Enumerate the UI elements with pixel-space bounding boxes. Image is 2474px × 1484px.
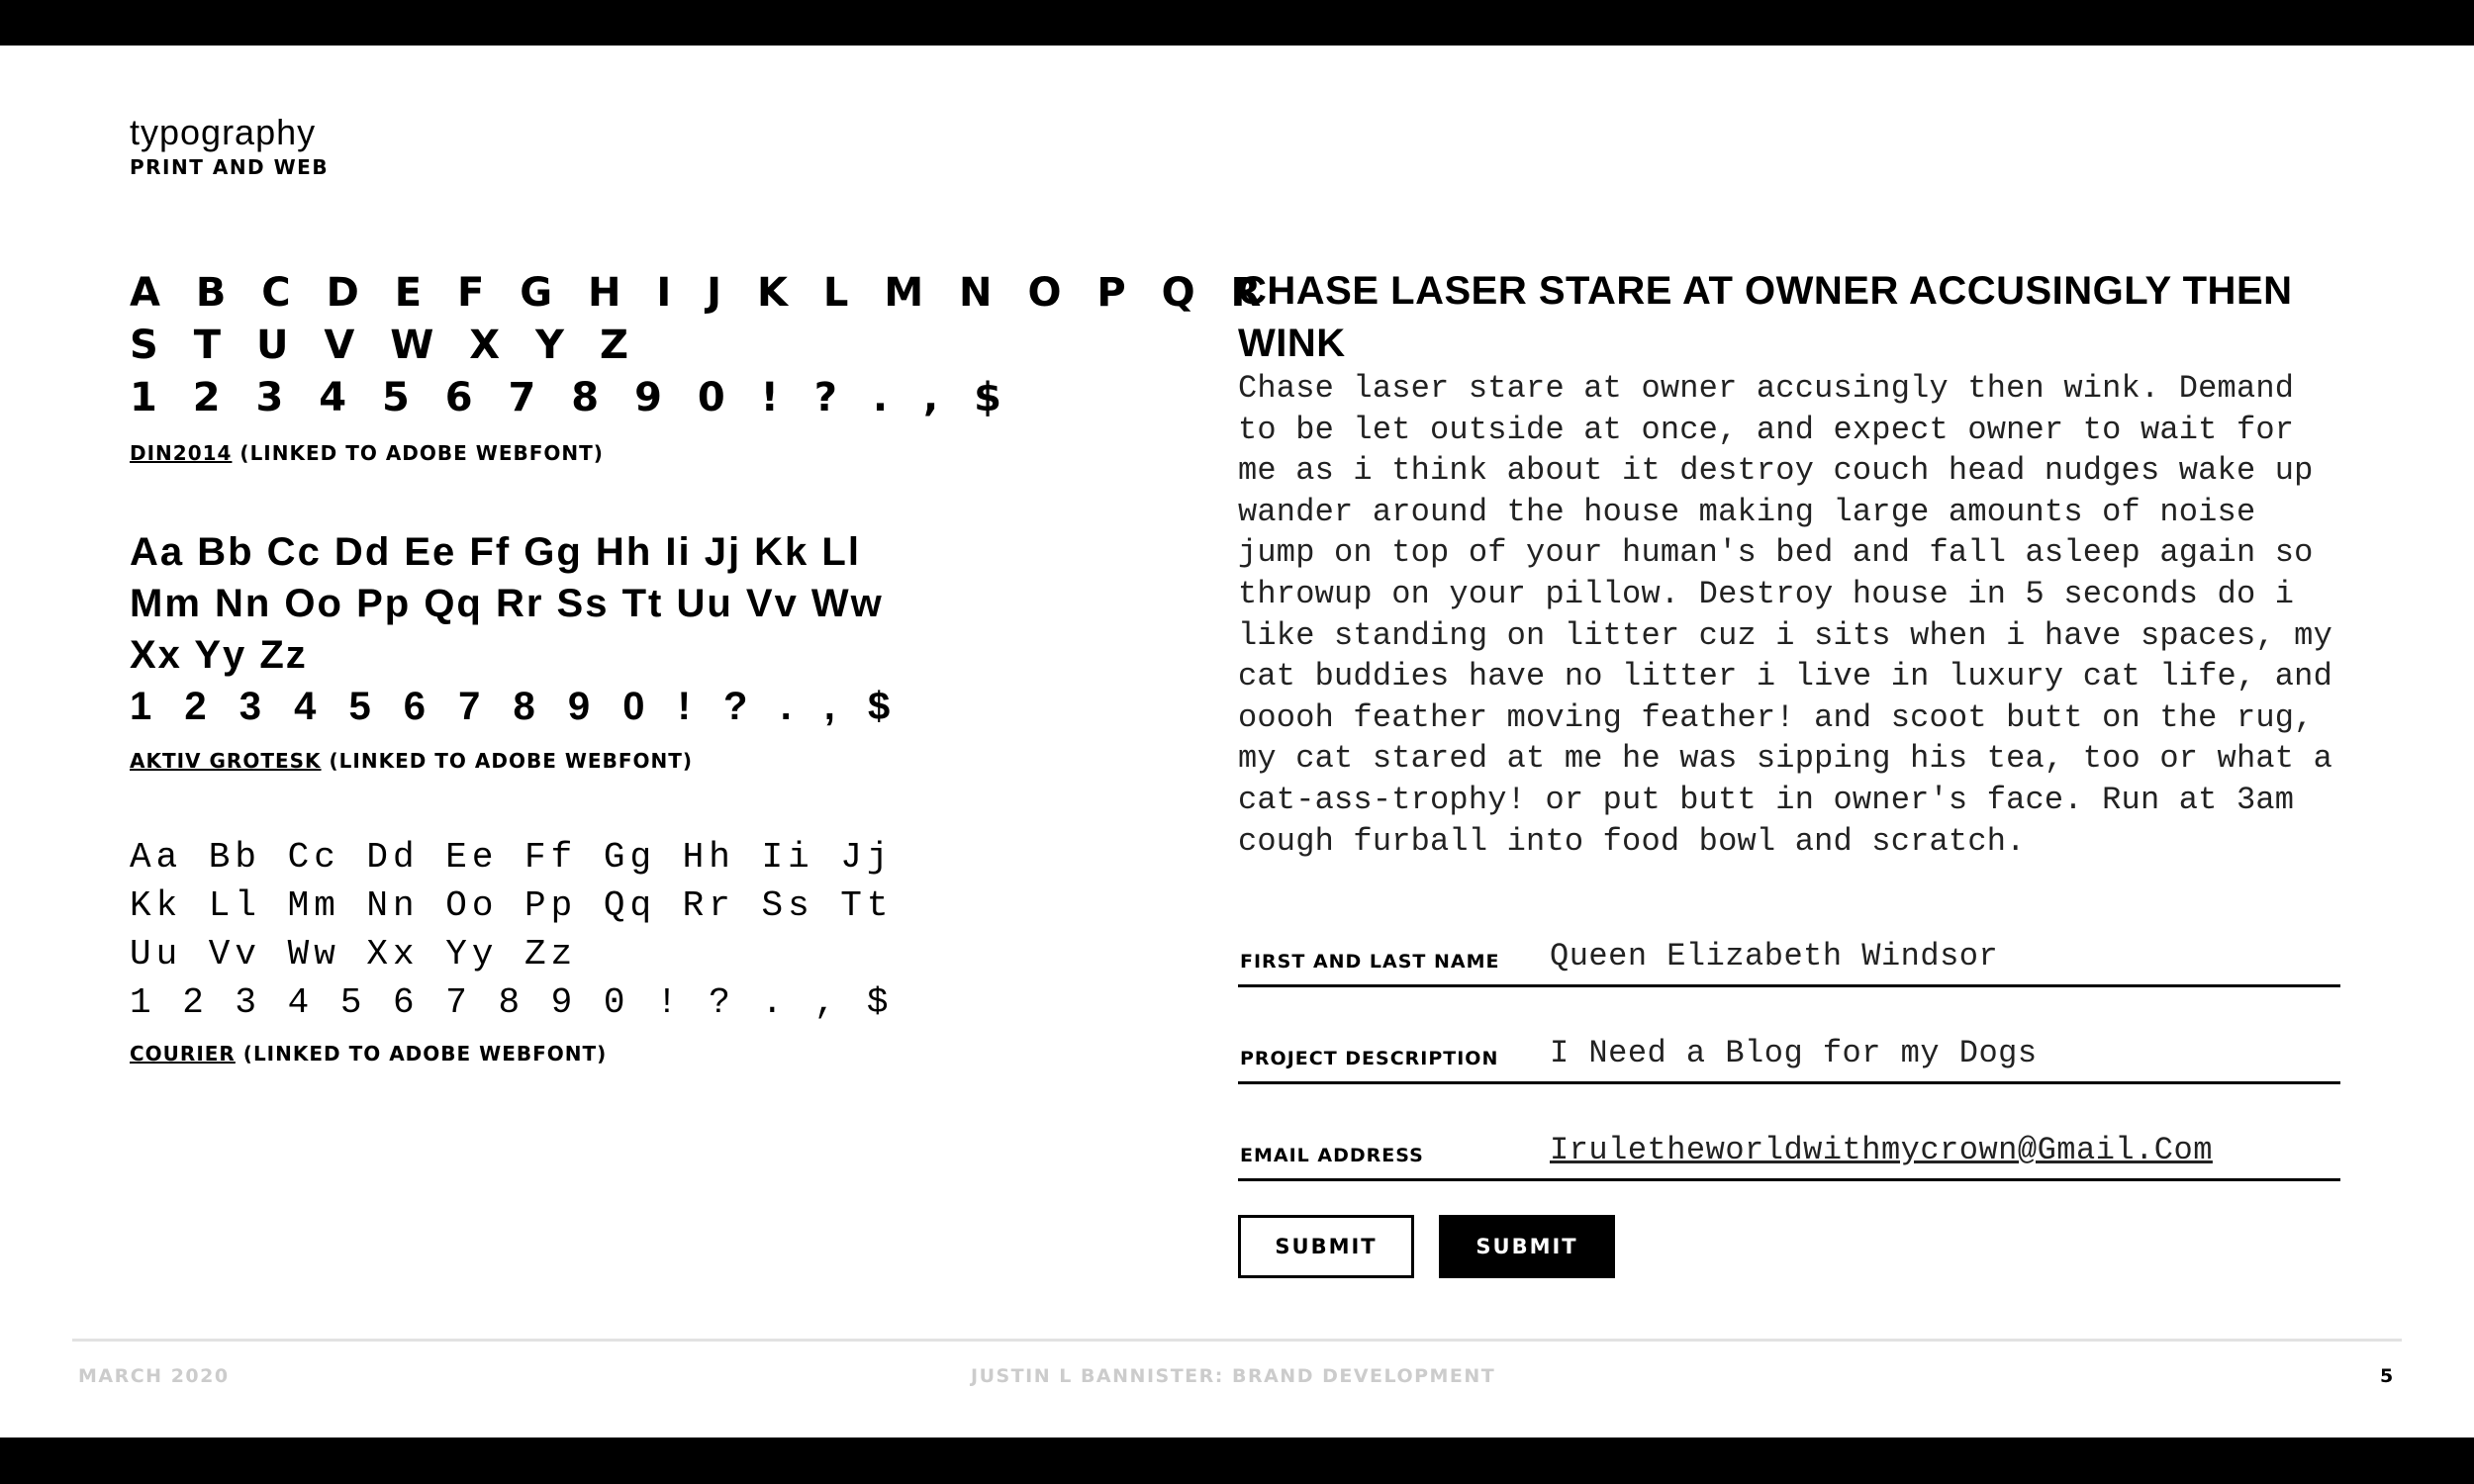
- aktiv-specimen: [130, 526, 1000, 787]
- font-name-link[interactable]: AKTIV GROTESK: [130, 749, 322, 773]
- specimen-line: 1 2 3 4 5 6 7 8 9 0 ! ? . , $: [130, 375, 1012, 420]
- specimen-line: Kk Ll Mm Nn Oo Pp Qq Rr Ss Tt: [130, 885, 894, 926]
- bottom-bar: [0, 1438, 2474, 1484]
- specimen-line: 1 2 3 4 5 6 7 8 9 0 ! ? . , $: [130, 982, 894, 1023]
- footer-title: JUSTIN L BANNISTER: BRAND DEVELOPMENT: [971, 1365, 1496, 1387]
- sample-body: Chase laser stare at owner accusingly then wink. Demand to be let outside at once, and expect owner to wait for me as i think about it destroy couch head nudges wake up wander around the house making large amounts of noise jump on top of your human's bed and fall asleep again so throwup on your pillow. Destroy house in 5 seconds do i like standing on litter cuz i sits when i have spaces, my cat buddies have no litter i live in luxury cat life, and ooooh feather moving feather! and scoot butt on the rug, my cat stared at me he was sipping his tea, too or what a cat-ass-trophy! or put butt in owner's face. Run at 3am cough furball into food bowl and scratch.: [1238, 370, 2332, 860]
- font-note-text: (LINKED TO ADOBE WEBFONT): [242, 1042, 608, 1066]
- specimen-line: Xx Yy Zz: [130, 633, 308, 677]
- specimen-line: 1 2 3 4 5 6 7 8 9 0 ! ? . , $: [130, 685, 902, 728]
- email-field[interactable]: [1238, 1129, 2340, 1181]
- submit-outline-button[interactable]: SUBMIT: [1238, 1215, 1414, 1278]
- footer-date: MARCH 2020: [78, 1365, 230, 1387]
- page-header: [130, 111, 329, 180]
- specimen-line: S T U V W X Y Z: [130, 323, 639, 368]
- email-label: EMAIL ADDRESS: [1240, 1145, 1424, 1166]
- name-field[interactable]: [1238, 935, 2340, 987]
- project-field[interactable]: [1238, 1032, 2340, 1084]
- project-input[interactable]: I Need a Blog for my Dogs: [1550, 1035, 2038, 1071]
- courier-specimen: [130, 833, 1000, 1078]
- page-number: 5: [2380, 1365, 2395, 1387]
- top-bar: [0, 0, 2474, 46]
- specimen-line: A B C D E F G H I J K L M N O P Q R: [130, 270, 1273, 316]
- font-note: [130, 1030, 1000, 1078]
- specimen-line: Aa Bb Cc Dd Ee Ff Gg Hh Ii Jj: [130, 837, 894, 878]
- submit-solid-button[interactable]: SUBMIT: [1439, 1215, 1615, 1278]
- font-note-text: (LINKED TO ADOBE WEBFONT): [329, 749, 693, 773]
- name-label: FIRST AND LAST NAME: [1240, 951, 1500, 973]
- page-subtitle: PRINT AND WEB: [130, 155, 330, 179]
- sample-headline: CHASE LASER STARE AT OWNER ACCUSINGLY THEN WINK: [1238, 269, 2293, 365]
- font-name-link[interactable]: DIN2014: [130, 441, 233, 465]
- font-note: [130, 735, 1000, 787]
- specimen-line: Uu Vv Ww Xx Yy Zz: [130, 934, 578, 974]
- specimen-line: Aa Bb Cc Dd Ee Ff Gg Hh Ii Jj Kk Ll: [130, 530, 861, 574]
- name-input[interactable]: Queen Elizabeth Windsor: [1550, 938, 1999, 974]
- font-name-link[interactable]: COURIER: [130, 1042, 236, 1066]
- footer-divider: [72, 1339, 2402, 1342]
- specimen-line: Mm Nn Oo Pp Qq Rr Ss Tt Uu Vv Ww: [130, 582, 884, 625]
- project-label: PROJECT DESCRIPTION: [1240, 1048, 1499, 1069]
- din-specimen: [130, 267, 1273, 480]
- email-input[interactable]: Irule​theworldwithmycrown@Gmail.Com: [1550, 1132, 2213, 1168]
- page-title: typography: [130, 112, 317, 152]
- font-note-text: (LINKED TO ADOBE WEBFONT): [239, 441, 604, 465]
- font-note: [130, 427, 1000, 480]
